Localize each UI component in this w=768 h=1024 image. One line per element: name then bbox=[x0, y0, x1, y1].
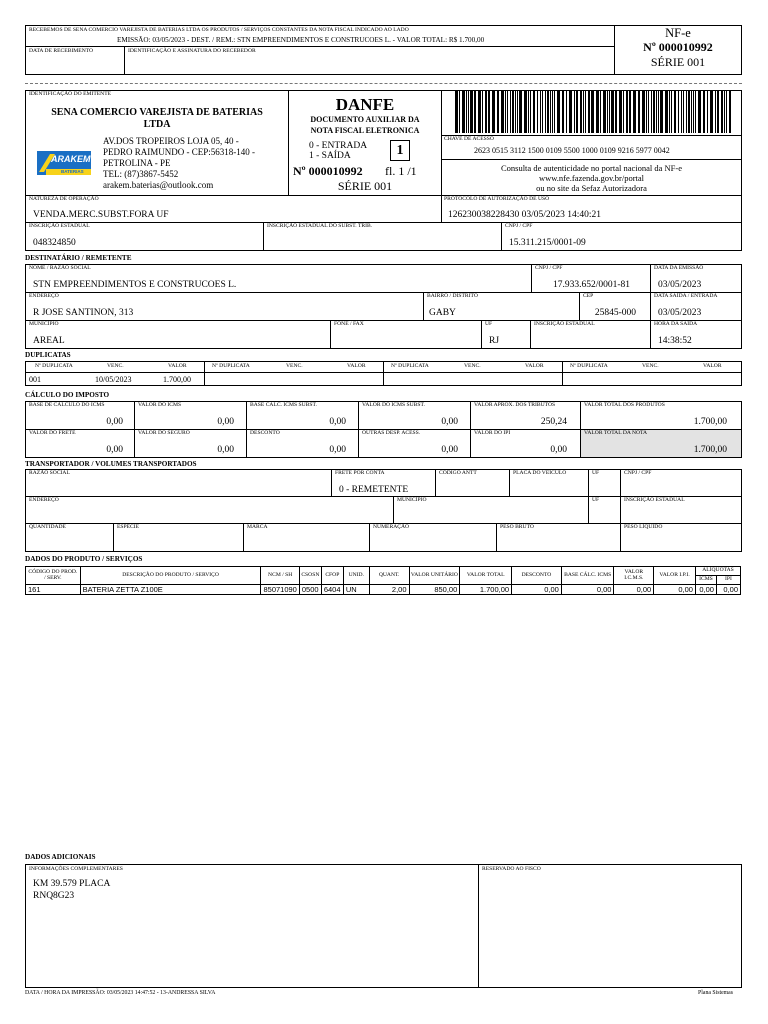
barcode-bar bbox=[569, 91, 572, 133]
barcode-bar bbox=[678, 91, 679, 133]
emitente-address-line1: AV.DOS TROPEIROS LOJA 05, 40 - bbox=[103, 136, 239, 146]
barcode-bar bbox=[693, 91, 694, 133]
duplicatas-section-title: DUPLICATAS bbox=[25, 351, 71, 359]
info-line2: RNQ8G23 bbox=[33, 891, 75, 901]
imp-desconto: 0,00 bbox=[329, 445, 346, 455]
consulta-line2[interactable]: www.nfe.fazenda.gov.br/portal bbox=[538, 173, 645, 183]
barcode-bar bbox=[681, 91, 682, 133]
protocolo-label: PROTOCOLO DE AUTORIZAÇÃO DE USO bbox=[444, 196, 550, 202]
consulta-line3: ou no site da Sefaz Autorizadora bbox=[536, 183, 647, 193]
barcode-bar bbox=[658, 91, 659, 133]
imp-outras: 0,00 bbox=[441, 445, 458, 455]
destinatario-section-title: DESTINATÁRIO / REMETENTE bbox=[25, 254, 132, 262]
th-valor-total: VALOR TOTAL bbox=[460, 567, 512, 585]
tr-frete: 0 - REMETENTE bbox=[339, 485, 409, 495]
barcode-bar bbox=[669, 91, 670, 133]
danfe-folha: fl. 1 /1 bbox=[385, 164, 417, 178]
barcode-bar bbox=[478, 91, 481, 133]
barcode-bar bbox=[674, 91, 676, 133]
dest-uf-label: UF bbox=[485, 321, 493, 327]
emitente-name-line2: LTDA bbox=[143, 119, 171, 130]
cell-valor-total: 1.700,00 bbox=[460, 585, 512, 595]
th-quant: QUANT. bbox=[369, 567, 409, 585]
danfe-serie: SÉRIE 001 bbox=[337, 179, 393, 193]
cell-valor-icms: 0,00 bbox=[614, 585, 654, 595]
imp-frete: 0,00 bbox=[106, 445, 123, 455]
barcode-bar bbox=[466, 91, 467, 133]
cell-ncm: 85071090 bbox=[261, 585, 299, 595]
dup-venc: 10/05/2023 bbox=[95, 375, 132, 384]
imp-tributos-label: VALOR APROX. DOS TRIBUTOS bbox=[474, 402, 556, 408]
emitente-address-line2: PEDRO RAIMUNDO - CEP:56318-140 - bbox=[103, 147, 256, 157]
barcode-bar bbox=[651, 91, 652, 133]
tr-endereco-label: ENDEREÇO bbox=[29, 497, 59, 503]
cut-line bbox=[25, 83, 742, 84]
dup-valor: 1.700,00 bbox=[163, 375, 191, 384]
barcode-bar bbox=[726, 91, 727, 133]
barcode-bar bbox=[660, 91, 663, 133]
dest-uf: RJ bbox=[489, 336, 500, 346]
barcode-bar bbox=[515, 91, 516, 133]
fisco-label: RESERVADO AO FISCO bbox=[482, 866, 541, 872]
imp-outras-label: OUTRAS DESP. ACESS. bbox=[362, 430, 421, 436]
tr-peso-bruto-label: PESO BRUTO bbox=[500, 524, 534, 530]
barcode-bar bbox=[648, 91, 649, 133]
tr-uf2-label: UF bbox=[592, 497, 600, 503]
barcode-bar bbox=[724, 91, 725, 133]
barcode-bar bbox=[576, 91, 578, 133]
tr-ie-label: INSCRIÇÃO ESTADUAL bbox=[624, 497, 685, 503]
chave-value: 2623 0515 3112 1500 0109 5500 1000 0109 9216 5977 0042 bbox=[474, 146, 670, 155]
imp-valor-icms: 0,00 bbox=[217, 417, 234, 427]
barcode-bar bbox=[585, 91, 586, 133]
barcode-bar bbox=[703, 91, 705, 133]
imp-ipi: 0,00 bbox=[550, 445, 567, 455]
arakem-logo bbox=[37, 151, 91, 175]
barcode-bar bbox=[646, 91, 647, 133]
canhoto-emissao-line: EMISSÃO: 03/05/2023 - DEST. / REM.: STN EMPREENDIMENTOS E CONSTRUCOES L. - VALOR TOTAL: R$ 1.700,00 bbox=[117, 36, 485, 44]
barcode-bar bbox=[540, 91, 541, 133]
tr-uf-label: UF bbox=[592, 470, 600, 476]
ie-st-label: INSCRIÇÃO ESTADUAL DO SUBST. TRIB. bbox=[267, 223, 373, 229]
dup-col-num-3: Nº DUPLICATA bbox=[391, 363, 429, 369]
th-valor-unit: VALOR UNITÁRIO bbox=[409, 567, 460, 585]
tr-cnpj-label: CNPJ / CPF bbox=[624, 470, 652, 476]
protocolo-value: 126230038228430 03/05/2023 14:40:21 bbox=[448, 210, 602, 220]
duplicatas-group-divider-1 bbox=[204, 361, 205, 386]
barcode-bar bbox=[468, 91, 469, 133]
dup-col-venc-2: VENC. bbox=[286, 363, 303, 369]
dest-bairro: GABY bbox=[429, 308, 456, 318]
dup-col-valor-4: VALOR bbox=[703, 363, 722, 369]
dest-municipio: AREAL bbox=[33, 336, 65, 346]
barcode-bar bbox=[607, 91, 608, 133]
canhoto-recebemos-text: RECEBEMOS DE SENA COMERCIO VAREJISTA DE BATERIAS LTDA OS PRODUTOS / SERVIÇOS CONSTANTES DA NOTA FISCAL INDICADO AO LADO bbox=[29, 27, 409, 33]
barcode-bar bbox=[574, 91, 575, 133]
dest-cep: 25845-000 bbox=[594, 308, 636, 318]
ie-value: 048324850 bbox=[33, 238, 76, 248]
dup-col-venc-4: VENC. bbox=[642, 363, 659, 369]
barcode-bar bbox=[729, 91, 731, 133]
cnpj-emit-value: 15.311.215/0001-09 bbox=[509, 238, 586, 248]
barcode-bar bbox=[629, 91, 631, 133]
tr-quantidade-label: QUANTIDADE bbox=[29, 524, 66, 530]
dest-endereco-label: ENDEREÇO bbox=[29, 293, 59, 299]
emitente-name-line1: SENA COMERCIO VAREJISTA DE BATERIAS bbox=[51, 107, 263, 118]
imp-total-prod: 1.700,00 bbox=[693, 417, 727, 427]
cell-codigo: 161 bbox=[26, 585, 81, 595]
emitente-address-line3: PETROLINA - PE bbox=[103, 158, 171, 168]
cell-unid: UN bbox=[343, 585, 369, 595]
barcode-bar bbox=[510, 91, 511, 133]
canhoto-nfe-label: NF-e bbox=[665, 26, 691, 40]
barcode-bar bbox=[596, 91, 599, 133]
tr-antt-label: CÓDIGO ANTT bbox=[439, 470, 477, 476]
canhoto-row-line bbox=[25, 46, 614, 47]
tr-especie-label: ESPÉCIE bbox=[117, 524, 140, 530]
tr-razao-label: RAZÃO SOCIAL bbox=[29, 470, 70, 476]
th-unid: UNID. bbox=[343, 567, 369, 585]
barcode-bar bbox=[530, 91, 531, 133]
barcode-bar bbox=[519, 91, 522, 133]
imp-seguro: 0,00 bbox=[217, 445, 234, 455]
imp-total-prod-label: VALOR TOTAL DOS PRODUTOS bbox=[584, 402, 665, 408]
dest-cnpj-label: CNPJ / CPF bbox=[535, 265, 563, 271]
th-aliq-ipi: IPI bbox=[716, 576, 740, 585]
cell-base-icms: 0,00 bbox=[561, 585, 614, 595]
chave-label: CHAVE DE ACESSO bbox=[444, 136, 494, 142]
duplicatas-group-divider-3 bbox=[562, 361, 563, 386]
barcode-bar bbox=[462, 91, 465, 133]
barcode-bar bbox=[545, 91, 546, 133]
th-cfop: CFOP bbox=[321, 567, 343, 585]
danfe-subtitle-line2: NOTA FISCAL ELETRONICA bbox=[310, 126, 420, 135]
dest-nome-label: NOME / RAZÃO SOCIAL bbox=[29, 265, 91, 271]
dest-fone-label: FONE / FAX bbox=[334, 321, 364, 327]
dup-col-venc-3: VENC. bbox=[464, 363, 481, 369]
dest-nome: STN EMPREENDIMENTOS E CONSTRUCOES L. bbox=[33, 280, 237, 290]
barcode-bar bbox=[485, 91, 487, 133]
barcode-bar bbox=[455, 91, 458, 133]
dup-col-venc-1: VENC. bbox=[107, 363, 124, 369]
tr-municipio-label: MUNICÍPIO bbox=[397, 497, 427, 503]
dest-endereco: R JOSE SANTINON, 313 bbox=[33, 308, 134, 318]
danfe-title: DANFE bbox=[335, 95, 395, 114]
dest-bairro-label: BAIRRO / DISTRITO bbox=[427, 293, 478, 299]
barcode-bar bbox=[671, 91, 672, 133]
dup-col-num-4: Nº DUPLICATA bbox=[570, 363, 608, 369]
emitente-section-label: IDENTIFICAÇÃO DO EMITENTE bbox=[29, 91, 112, 97]
imp-base-icms: 0,00 bbox=[106, 417, 123, 427]
barcode-bar bbox=[721, 91, 723, 133]
info-line1: KM 39.579 PLACA bbox=[33, 879, 111, 889]
barcode-bar bbox=[623, 91, 624, 133]
barcode-bar bbox=[533, 91, 535, 133]
barcode-bar bbox=[554, 91, 555, 133]
ie-label: INSCRIÇÃO ESTADUAL bbox=[29, 223, 90, 229]
dest-municipio-box bbox=[25, 320, 331, 349]
barcode-bar bbox=[547, 91, 549, 133]
barcode-bar bbox=[707, 91, 708, 133]
tr-frete-label: FRETE POR CONTA bbox=[335, 470, 385, 476]
danfe-subtitle-line1: DOCUMENTO AUXILIAR DA bbox=[310, 115, 420, 124]
barcode-bar bbox=[615, 91, 617, 133]
barcode-bar bbox=[562, 91, 564, 133]
barcode-bar bbox=[497, 91, 499, 133]
danfe-saida: 1 - SAÍDA bbox=[309, 151, 351, 161]
produtos-section-title: DADOS DO PRODUTO / SERVIÇOS bbox=[25, 555, 143, 563]
cell-aliq-icms: 0,00 bbox=[695, 585, 716, 595]
th-aliquotas: ALÍQUOTAS bbox=[695, 567, 740, 576]
barcode-bar bbox=[488, 91, 490, 133]
dup-col-valor-2: VALOR bbox=[347, 363, 366, 369]
cnpj-emit-label: CNPJ / CPF bbox=[505, 223, 533, 229]
barcode-bar bbox=[633, 91, 636, 133]
canhoto-recebimento-divider bbox=[124, 46, 125, 75]
barcode-bar bbox=[656, 91, 657, 133]
danfe-tipo: 1 bbox=[396, 143, 404, 158]
th-ncm: NCM / SH bbox=[261, 567, 299, 585]
barcode-bar bbox=[528, 91, 529, 133]
dest-cep-label: CEP bbox=[583, 293, 594, 299]
barcode-bar bbox=[688, 91, 690, 133]
dest-saida-label: DATA SAÍDA / ENTRADA bbox=[654, 293, 718, 299]
th-base-icms: BASE CÁLC. ICMS bbox=[561, 567, 614, 585]
tr-numeracao-label: NUMERAÇÃO bbox=[373, 524, 410, 530]
barcode-bar bbox=[683, 91, 684, 133]
barcode-bar bbox=[698, 91, 701, 133]
cell-aliq-ipi: 0,00 bbox=[716, 585, 740, 595]
barcode-bar bbox=[665, 91, 668, 133]
imposto-section-title: CÁLCULO DO IMPOSTO bbox=[25, 391, 110, 399]
imp-valor-st-label: VALOR DO ICMS SUBST. bbox=[362, 402, 425, 408]
danfe-numero: Nº 000010992 bbox=[293, 164, 363, 178]
barcode-bar bbox=[638, 91, 640, 133]
barcode-bar bbox=[550, 91, 551, 133]
th-csosn: CSOSN bbox=[299, 567, 321, 585]
identificacao-assinatura-label: IDENTIFICAÇÃO E ASSINATURA DO RECEBEDOR bbox=[128, 48, 256, 54]
arakem-logo-sub: BATERIAS bbox=[61, 168, 84, 174]
dest-hora-label: HORA DA SAÍDA bbox=[654, 321, 698, 327]
produtos-table bbox=[25, 566, 741, 595]
tr-marca-label: MARCA bbox=[247, 524, 268, 530]
barcode-bar bbox=[609, 91, 610, 133]
tr-peso-liquido-label: PESO LÍQUIDO bbox=[624, 524, 663, 530]
imp-valor-icms-label: VALOR DO ICMS bbox=[138, 402, 182, 408]
imp-ipi-label: VALOR DO IPI bbox=[474, 430, 511, 436]
barcode-bar bbox=[695, 91, 696, 133]
barcode-bar bbox=[619, 91, 622, 133]
barcode-bar bbox=[542, 91, 543, 133]
imp-desconto-label: DESCONTO bbox=[250, 430, 280, 436]
imp-base-icms-label: BASE DE CÁLCULO DO ICMS bbox=[29, 402, 105, 408]
barcode-bar bbox=[470, 91, 473, 133]
natureza-value: VENDA.MERC.SUBST.FORA UF bbox=[33, 210, 169, 220]
natureza-label: NATUREZA DE OPERAÇÃO bbox=[29, 196, 99, 202]
barcode-bar bbox=[591, 91, 594, 133]
tr-endereco-box bbox=[25, 496, 394, 524]
barcode-bar bbox=[710, 91, 713, 133]
barcode-bar bbox=[642, 91, 645, 133]
barcode-bar bbox=[517, 91, 518, 133]
imp-seguro-label: VALOR DO SEGURO bbox=[138, 430, 190, 436]
barcode-bar bbox=[505, 91, 506, 133]
info-complementares-label: INFORMAÇÕES COMPLEMENTARES bbox=[29, 866, 123, 872]
cell-cfop: 6404 bbox=[321, 585, 343, 595]
barcode-bar bbox=[557, 91, 560, 133]
barcode-bar bbox=[717, 91, 719, 133]
dest-hora: 14:38:52 bbox=[658, 336, 692, 346]
barcode-bar bbox=[501, 91, 504, 133]
barcode-bar bbox=[580, 91, 582, 133]
cell-csosn: 0500 bbox=[299, 585, 321, 595]
consulta-line1: Consulta de autenticidade no portal nacional da NF-e bbox=[500, 163, 683, 173]
imp-base-st-label: BASE CALC. ICMS SUBST. bbox=[250, 402, 317, 408]
imp-tributos: 250,24 bbox=[540, 417, 567, 427]
cell-valor-ipi: 0,00 bbox=[654, 585, 696, 595]
canhoto-numero: Nº 000010992 bbox=[643, 40, 713, 54]
tr-razao-box bbox=[25, 469, 332, 497]
barcode-bar bbox=[474, 91, 476, 133]
dup-col-num-1: Nº DUPLICATA bbox=[35, 363, 73, 369]
fisco-box bbox=[478, 864, 742, 988]
barcode-bar bbox=[537, 91, 538, 133]
barcode-bar bbox=[686, 91, 687, 133]
emitente-email: arakem.baterias@outlook.com bbox=[103, 180, 214, 190]
barcode-bar bbox=[588, 91, 590, 133]
arakem-logo-text: ARAKEM bbox=[51, 154, 91, 164]
barcode-bar bbox=[482, 91, 483, 133]
barcode-bar bbox=[552, 91, 553, 133]
footer-impressao: DATA / HORA DA IMPRESSÃO: 03/05/2023 14:47:52 - 13-ANDRESSA SILVA bbox=[25, 990, 216, 996]
imp-total-nota-label: VALOR TOTAL DA NOTA bbox=[584, 430, 648, 436]
imp-valor-st: 0,00 bbox=[441, 417, 458, 427]
th-aliq-icms: ICMS bbox=[695, 576, 716, 585]
th-desconto: DESCONTO bbox=[512, 567, 562, 585]
th-valor-ipi: VALOR I.P.I. bbox=[654, 567, 696, 585]
dest-emissao-label: DATA DA EMISSÃO bbox=[654, 265, 704, 271]
th-valor-icms: VALOR I.C.M.S. bbox=[614, 567, 654, 585]
cell-valor-unit: 850,00 bbox=[409, 585, 460, 595]
dup-col-valor-1: VALOR bbox=[168, 363, 187, 369]
dest-saida: 03/05/2023 bbox=[658, 308, 702, 318]
danfe-entrada: 0 - ENTRADA bbox=[309, 141, 368, 151]
cell-quant: 2,00 bbox=[369, 585, 409, 595]
tr-placa-label: PLACA DO VEÍCULO bbox=[513, 470, 567, 476]
barcode-bar bbox=[492, 91, 495, 133]
barcode-bar bbox=[653, 91, 655, 133]
barcode-bar bbox=[600, 91, 601, 133]
barcode-bar bbox=[507, 91, 508, 133]
barcode-bar bbox=[715, 91, 716, 133]
dest-municipio-label: MUNICÍPIO bbox=[29, 321, 59, 327]
dest-emissao: 03/05/2023 bbox=[658, 280, 702, 290]
cell-descricao: BATERIA ZETTA Z100E bbox=[80, 585, 261, 595]
imp-base-st: 0,00 bbox=[329, 417, 346, 427]
barcode-bar bbox=[611, 91, 614, 133]
barcode-bar bbox=[524, 91, 527, 133]
footer-software: Plana Sistemas bbox=[698, 990, 733, 996]
cell-desconto: 0,00 bbox=[512, 585, 562, 595]
dup-col-valor-3: VALOR bbox=[525, 363, 544, 369]
duplicatas-group-divider-2 bbox=[383, 361, 384, 386]
dup-num: 001 bbox=[29, 375, 41, 384]
barcode-bar bbox=[626, 91, 628, 133]
barcode-bar bbox=[603, 91, 606, 133]
th-descricao: DESCRIÇÃO DO PRODUTO / SERVIÇO bbox=[80, 567, 261, 585]
barcode-bar bbox=[691, 91, 692, 133]
data-recebimento-label: DATA DE RECEBIMENTO bbox=[29, 48, 94, 54]
imp-total-nota: 1.700,00 bbox=[693, 445, 727, 455]
barcode-bar bbox=[512, 91, 514, 133]
adicionais-section-title: DADOS ADICIONAIS bbox=[25, 853, 96, 861]
table-row bbox=[26, 585, 741, 595]
dest-ie-label: INSCRIÇÃO ESTADUAL bbox=[534, 321, 595, 327]
th-codigo: CÓDIGO DO PROD. / SERV. bbox=[26, 567, 81, 585]
barcode-bar bbox=[583, 91, 584, 133]
imp-frete-label: VALOR DO FRETE bbox=[29, 430, 76, 436]
emitente-phone: TEL: (87)3867-5452 bbox=[103, 169, 179, 179]
transportador-section-title: TRANSPORTADOR / VOLUMES TRANSPORTADOS bbox=[25, 460, 197, 468]
canhoto-serie: SÉRIE 001 bbox=[650, 55, 706, 69]
barcode-bar bbox=[459, 91, 460, 133]
barcode-bar bbox=[566, 91, 567, 133]
dup-col-num-2: Nº DUPLICATA bbox=[212, 363, 250, 369]
dest-cnpj: 17.933.652/0001-81 bbox=[552, 280, 630, 290]
